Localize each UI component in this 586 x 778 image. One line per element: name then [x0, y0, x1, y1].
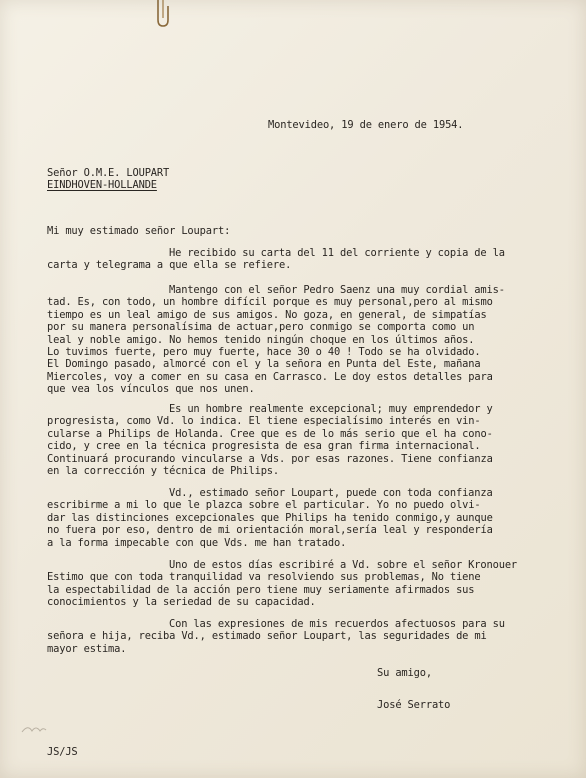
- closing: Su amigo,: [377, 667, 432, 679]
- paragraph-6: [47, 618, 577, 655]
- paragraph-line: Uno de estos días escribiré a Vd. sobre el señor Kronouer: [169, 559, 518, 571]
- recipient-address: [47, 167, 169, 192]
- paragraph-line: por su manera personalísima de actuar,pero conmigo se comporta como un: [47, 321, 475, 334]
- paper-clip-icon: [152, 0, 174, 30]
- paragraph-line: cido, y cree en la técnica progresista de esa gran firma internacional.: [47, 440, 481, 453]
- paragraph-line: conocimientos y la seriedad de su capacidad.: [47, 596, 316, 609]
- paragraph-line: Estimo que con toda tranquilidad va resolviendo sus problemas, No tiene: [47, 571, 481, 584]
- paragraph-line: a la forma impecable con que Vds. me han tratado.: [47, 536, 347, 549]
- paragraph-5: [47, 559, 577, 609]
- paragraph-3: [47, 403, 577, 477]
- paragraph-4: [47, 487, 577, 549]
- paragraph-line: en la corrección y técnica de Philips.: [47, 465, 280, 478]
- paragraph-line: Con las expresiones de mis recuerdos afectuosos para su: [169, 618, 505, 630]
- paragraph-line: El Domingo pasado, almorcé con el y la señora en Punta del Este, mañana: [47, 358, 481, 371]
- paragraph-line: tiempo es un leal amigo de sus amigos. No goza, en general, de simpatías: [47, 308, 487, 321]
- paragraph-line: He recibido su carta del 11 del corriente y copia de la: [169, 247, 505, 259]
- paragraph-line: Vd., estimado señor Loupart, puede con toda confianza: [169, 487, 493, 499]
- pencil-mark-icon: [20, 722, 48, 736]
- paragraph-line: leal y noble amigo. No hemos tenido ningún choque en los últimos años.: [47, 333, 475, 346]
- signature-name: José Serrato: [377, 699, 451, 711]
- paragraph-line: escribirme a mi lo que le plazca sobre el particular. Yo no puedo olvi-: [47, 499, 481, 512]
- paragraph-line: progresista, como Vd. lo indica. El tiene especialísimo interés en vin-: [47, 415, 481, 428]
- paragraph-line: cularse a Philips de Holanda. Cree que es de lo más serio que el ha cono-: [47, 427, 493, 440]
- paragraph-line: señora e hija, reciba Vd., estimado señor Loupart, las seguridades de mi: [47, 630, 487, 643]
- paragraph-line: que vea los vínculos que nos unen.: [47, 383, 255, 396]
- paragraph-line: no fuera por eso, dentro de mi orientación moral,sería leal y respondería: [47, 524, 493, 537]
- paragraph-line: la espectabilidad de la acción pero tiene muy seriamente afirmados sus: [47, 583, 475, 596]
- recipient-city: EINDHOVEN-HOLLANDE: [47, 179, 157, 192]
- paragraph-line: Es un hombre realmente excepcional; muy emprendedor y: [169, 403, 493, 415]
- recipient-name: Señor O.M.E. LOUPART: [47, 167, 170, 179]
- paragraph-2: [47, 284, 577, 396]
- paragraph-line: Lo tuvimos fuerte, pero muy fuerte, hace 30 o 40 ! Todo se ha olvidado.: [47, 346, 481, 359]
- paragraph-line: tad. Es, con todo, un hombre difícil porque es muy personal,pero al mismo: [47, 296, 493, 309]
- paragraph-line: Mantengo con el señor Pedro Saenz una muy cordial amis-: [169, 284, 505, 296]
- paragraph-line: dar las distinciones excepcionales que Philips ha tenido conmigo,y aunque: [47, 511, 493, 524]
- paragraph-line: mayor estima.: [47, 642, 127, 655]
- paragraph-line: carta y telegrama a que ella se refiere.: [47, 259, 292, 272]
- typist-initials: JS/JS: [47, 746, 78, 758]
- paragraph-line: Miercoles, voy a comer en su casa en Carrasco. Le doy estos detalles para: [47, 370, 493, 383]
- paragraph-1: [47, 247, 577, 272]
- letter-date: Montevideo, 19 de enero de 1954.: [268, 119, 464, 131]
- salutation: Mi muy estimado señor Loupart:: [47, 225, 231, 237]
- paragraph-line: Continuará procurando vincularse a Vds. por esas razones. Tiene confianza: [47, 452, 493, 465]
